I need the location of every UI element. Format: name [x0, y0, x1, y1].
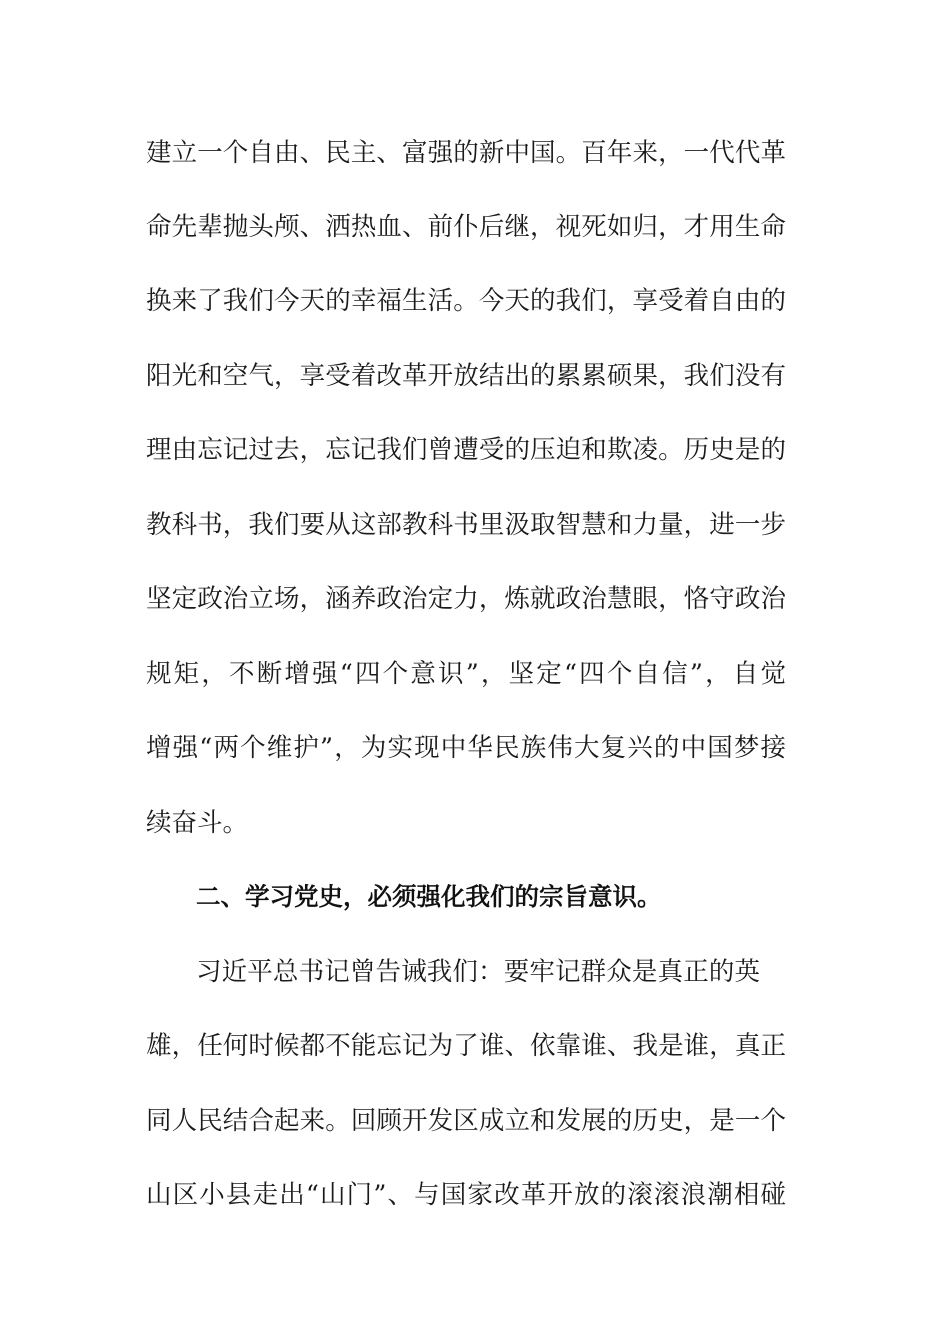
- section-heading: 二、学习党史，必须强化我们的宗旨意识。: [196, 882, 662, 911]
- paragraph-line: 换来了我们今天的幸福生活。今天的我们，享受着自由的: [146, 286, 786, 316]
- paragraph-line: 增强“两个维护”，为实现中华民族伟大复兴的中国梦接: [146, 733, 786, 763]
- paragraph-line: 理由忘记过去，忘记我们曾遭受的压迫和欺凌。历史是的: [146, 435, 786, 465]
- paragraph-line: 山区小县走出“山门”、与国家改革开放的滚滚浪潮相碰: [146, 1180, 786, 1210]
- paragraph-line: 教科书，我们要从这部教科书里汲取智慧和力量，进一步: [146, 510, 786, 540]
- paragraph-line: 雄，任何时候都不能忘记为了谁、依靠谁、我是谁，真正: [146, 1031, 786, 1061]
- paragraph-line: 建立一个自由、民主、富强的新中国。百年来，一代代革: [146, 138, 786, 168]
- paragraph-line: 命先辈抛头颅、洒热血、前仆后继，视死如归，才用生命: [146, 212, 786, 242]
- paragraph-line: 规矩，不断增强“四个意识”，坚定“四个自信”，自觉: [146, 659, 786, 689]
- paragraph-line: 习近平总书记曾告诫我们：要牢记群众是真正的英: [196, 957, 760, 987]
- paragraph-line: 阳光和空气，享受着改革开放结出的累累硕果，我们没有: [146, 361, 786, 391]
- paragraph-line: 坚定政治立场，涵养政治定力，炼就政治慧眼，恪守政治: [146, 584, 786, 614]
- paragraph-line: 同人民结合起来。回顾开发区成立和发展的历史，是一个: [146, 1106, 786, 1136]
- paragraph-line: 续奋斗。: [146, 808, 249, 838]
